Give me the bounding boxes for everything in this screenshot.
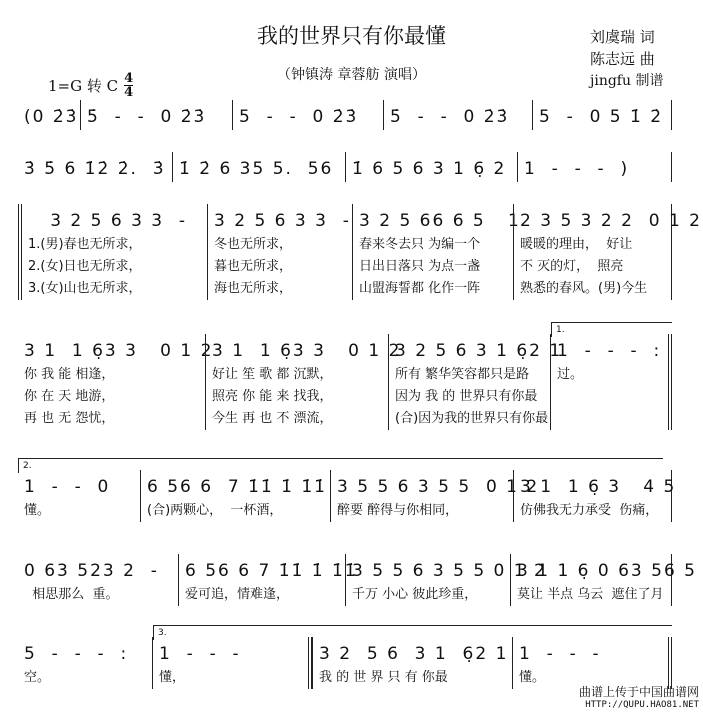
lyric-line: 相思那么 重。 bbox=[24, 587, 119, 602]
measure-notes: 3 5 5 6 3 5 5 0 1 2 bbox=[337, 477, 540, 497]
measure bbox=[18, 554, 178, 606]
measure-notes: 5 - - - : bbox=[24, 644, 129, 664]
time-sig-bottom: 4 bbox=[124, 85, 134, 100]
measure bbox=[172, 152, 345, 182]
measure bbox=[152, 628, 312, 689]
lyric-line: 照亮 你 能 来 找我， bbox=[212, 389, 333, 404]
lyric-line: 醉要 醉得与你相同， bbox=[337, 503, 459, 518]
lyric-line: 莫让 半点 乌云 遮住了月 bbox=[517, 587, 664, 602]
measure-notes: 3 2 5 6 3 1 6̣2 1 bbox=[395, 341, 563, 361]
watermark-line2: HTTP://QUPU.HAO81.NET bbox=[585, 700, 699, 710]
watermark bbox=[579, 686, 699, 712]
lyric-line: 爱可追，情难逢， bbox=[185, 587, 290, 602]
lyric-line: 懂。 bbox=[24, 503, 51, 518]
performers: （钟镇涛 章蓉舫 演唱） bbox=[277, 67, 426, 83]
lyric-line: 空。 bbox=[24, 670, 51, 685]
key-text: 1=G 转 C bbox=[48, 77, 119, 95]
lyric-line: 冬也无所求， bbox=[214, 237, 293, 252]
measure-notes: 3 1 1 6̣3 3 0 1 2 bbox=[212, 341, 402, 361]
measure-notes: 1̇ 2̇ 6 35 5. 56 bbox=[179, 159, 334, 179]
score-system bbox=[18, 152, 672, 182]
composer: 陈志远 曲 bbox=[590, 50, 655, 68]
lyric-line: 过。 bbox=[557, 367, 584, 382]
lyric-line: (合)因为我的世界只有你最 bbox=[395, 411, 549, 426]
lyric-line: 再 也 无 怨忧， bbox=[24, 411, 115, 426]
lyric-line: 懂， bbox=[159, 670, 186, 685]
measure bbox=[207, 204, 352, 300]
lyric-line: 暮也无所求， bbox=[214, 259, 293, 274]
score-system bbox=[18, 554, 697, 606]
lyric-line: 海也无所求， bbox=[214, 281, 293, 296]
measure bbox=[345, 554, 547, 606]
measure bbox=[232, 100, 383, 130]
measure bbox=[330, 470, 540, 522]
lyric-line: 仿佛我无力承受 伤痛， bbox=[520, 503, 659, 518]
measure-notes: (0 2̇3̇ bbox=[24, 107, 79, 127]
volta-bracket: 1. bbox=[551, 322, 672, 337]
measure-notes: 3 2 5 6 3 3 - bbox=[214, 211, 351, 231]
lyric-line: 2.(女)日也无所求， bbox=[28, 259, 142, 274]
measure-notes: 1 - - - bbox=[159, 644, 241, 664]
measure bbox=[205, 334, 402, 430]
lyric-line: (合)两颗心， 一杯酒， bbox=[147, 503, 283, 518]
lyric-line: 今生 再 也 不 漂流， bbox=[212, 411, 333, 426]
measure bbox=[18, 334, 214, 430]
measure-notes: 3 1 1 6̣ 0 63 56 5 bbox=[517, 561, 697, 581]
measure bbox=[312, 637, 512, 689]
measure bbox=[352, 204, 521, 300]
volta-bracket: 3. bbox=[153, 625, 672, 640]
measure-notes: 0 63 523 2 - bbox=[24, 561, 159, 581]
time-sig-top: 4 bbox=[124, 71, 134, 86]
lyric-line: 懂。 bbox=[519, 670, 546, 685]
measure-notes: 3 2 5 6 3 3 - bbox=[28, 211, 188, 231]
measure bbox=[517, 152, 672, 182]
song-title: 我的世界只有你最懂 bbox=[257, 24, 446, 48]
measure-notes: 3 2 5 66 6 5 1 bbox=[359, 211, 521, 231]
lyric-line: 熟悉的春风。(男)今生 bbox=[520, 281, 648, 296]
measure-notes: 2 3 5 3 2 2 0 1 2 bbox=[520, 211, 702, 231]
score-system bbox=[18, 204, 702, 300]
measure-notes: 1̇ 6 5 6 3 1 6̣ 2 bbox=[352, 159, 507, 179]
measure-notes: 5 - - 0 2̇3̇ bbox=[239, 107, 359, 127]
measure-notes: 1 - - - bbox=[519, 644, 601, 664]
measure bbox=[513, 470, 677, 522]
lyric-line: 暖暖的理由， 好让 bbox=[520, 237, 633, 252]
lyric-line: 你 我 能 相逢， bbox=[24, 367, 115, 382]
measure-notes: 3̇ 5̇ 6 1̇2̇ 2̇. 3̇ bbox=[24, 159, 166, 179]
measure bbox=[532, 100, 672, 130]
measure bbox=[345, 152, 517, 182]
measure-notes: 1 - - - : bbox=[557, 341, 662, 361]
measure bbox=[510, 554, 697, 606]
measure-notes: 3 5 5 6 3 5 5 0 1 2 bbox=[352, 561, 547, 581]
measure bbox=[513, 204, 702, 300]
lyric-line: 你 在 天 地游， bbox=[24, 389, 115, 404]
measure-notes: 1 - - - ) bbox=[524, 159, 630, 179]
measure bbox=[18, 100, 80, 130]
lyric-line: 千万 小心 彼此珍重， bbox=[352, 587, 478, 602]
measure-notes: 1 - - 0 bbox=[24, 477, 111, 497]
measure-notes: 3 1 1 6̣3 3 0 1 2 bbox=[24, 341, 214, 361]
lyric-line: 春来冬去只 为编一个 bbox=[359, 237, 481, 252]
measure bbox=[18, 152, 172, 182]
lyric-line: 3.(女)山也无所求， bbox=[28, 281, 142, 296]
volta-bracket: 2. bbox=[18, 458, 663, 473]
measure-notes: 5 - 0 5 1̇ 2̇ bbox=[539, 107, 664, 127]
measure-notes: 6 56 6 7 1̇1̇ 1̇ 1̇1̇ bbox=[147, 477, 327, 497]
measure-notes: 5̇ - - 0 2̇3̇ bbox=[87, 107, 207, 127]
measure bbox=[80, 100, 232, 130]
measure bbox=[178, 554, 358, 606]
measure-notes: 3 1 1 6̣ 3 4 5 bbox=[520, 477, 677, 497]
measure bbox=[18, 204, 207, 300]
measure bbox=[140, 470, 330, 522]
measure bbox=[512, 637, 672, 689]
measure-notes: 5̇ - - 0 2̇3̇ bbox=[390, 107, 510, 127]
lyricist: 刘虞瑞 词 bbox=[590, 28, 655, 46]
lyric-line: 日出日落只 为点一盏 bbox=[359, 259, 481, 274]
measure-notes: 3 2 5 6 3 1 6̣2 1 bbox=[319, 644, 509, 664]
lyric-line: 1.(男)春也无所求， bbox=[28, 237, 142, 252]
watermark-line1: 曲谱上传于中国曲谱网 bbox=[578, 685, 699, 699]
measure bbox=[550, 325, 672, 430]
lyric-line: 我 的 世 界 只 有 你最 bbox=[319, 670, 448, 685]
key-signature bbox=[48, 72, 133, 99]
score-system bbox=[18, 461, 677, 522]
measure bbox=[388, 334, 563, 430]
measure bbox=[18, 461, 140, 522]
lyric-line: 因为 我 的 世界只有你最 bbox=[395, 389, 538, 404]
lyric-line: 好让 笙 歌 都 沉默， bbox=[212, 367, 333, 382]
measure-notes: 6 56 6 7 1̇1̇ 1̇ 1̇1̇ bbox=[185, 561, 358, 581]
score-system bbox=[18, 100, 672, 130]
lyric-line: 所有 繁华笑容都只是路 bbox=[395, 367, 530, 382]
measure bbox=[18, 637, 152, 689]
transcriber: jingfu 制谱 bbox=[590, 73, 664, 89]
score-system bbox=[18, 325, 672, 430]
lyric-line: 不 灭的灯， 照亮 bbox=[520, 259, 624, 274]
lyric-line: 山盟海誓都 化作一阵 bbox=[359, 281, 481, 296]
score-system bbox=[18, 628, 672, 689]
time-signature bbox=[124, 72, 133, 99]
measure bbox=[383, 100, 532, 130]
